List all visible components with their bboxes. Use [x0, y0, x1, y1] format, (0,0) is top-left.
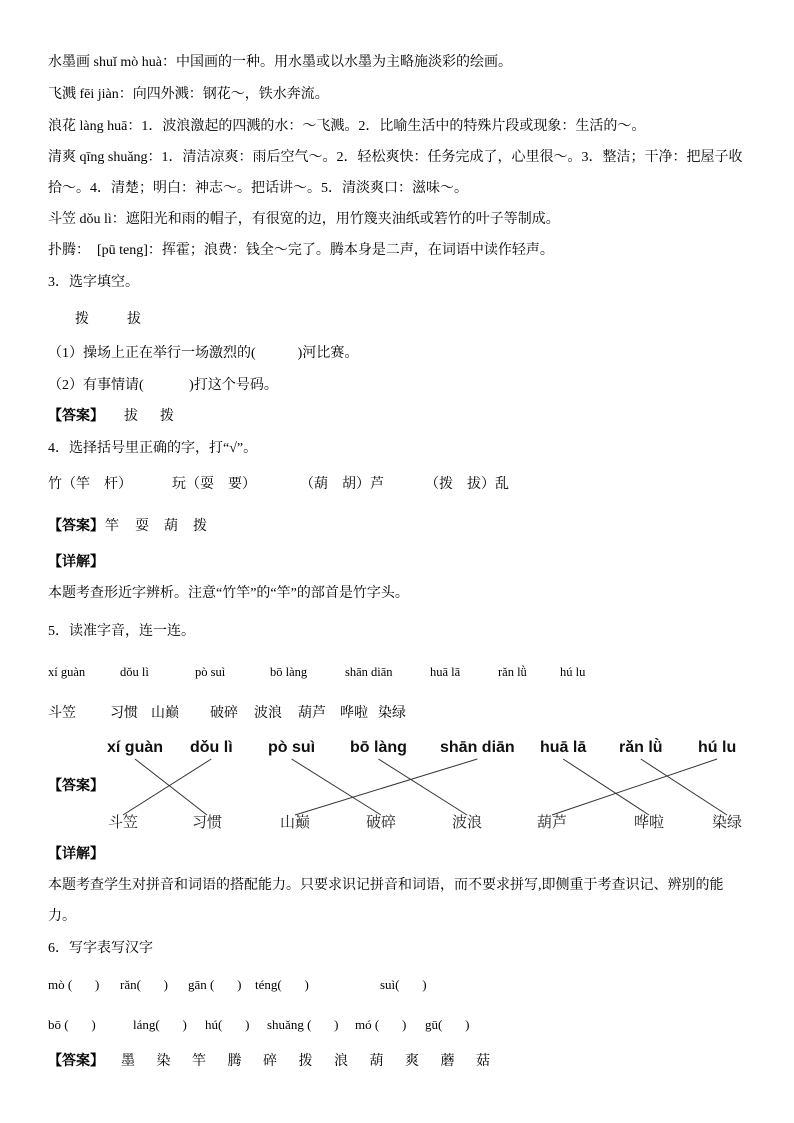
answer-char: 蘑: [440, 1054, 455, 1069]
choice-item: （拨 拔）乱: [425, 477, 509, 492]
pinyin-blank: bō ( ): [48, 1017, 96, 1032]
answer-char: 碎: [263, 1054, 277, 1069]
definition-qingshuang: 清爽 qīng shuǎng：1．清洁凉爽：雨后空气～。2．轻松爽快：任务完成了，心里很～。3．整洁；干净：把屋子收: [48, 150, 743, 165]
answer-label: 【答案】: [48, 1054, 104, 1069]
diagram-pinyin: rǎn lǜ: [619, 739, 663, 756]
diagram-word: 葫芦: [537, 815, 568, 831]
definition-feijian: 飞溅 fēi jiàn：向四外溅：钢花～，铁水奔流。: [48, 87, 329, 102]
answer-row: [0, 517, 794, 537]
choice-item: 玩（耍 要）: [172, 477, 256, 492]
pinyin-blank-row: [0, 1015, 794, 1035]
match-line: [135, 759, 207, 815]
word-row: [0, 704, 794, 724]
word-item: 斗笠: [48, 706, 76, 721]
answer-char: 拨: [298, 1054, 313, 1069]
pinyin-item: huā lā: [430, 665, 461, 679]
answer-char: 拨: [193, 519, 207, 534]
diagram-word: 习惯: [192, 815, 223, 831]
pinyin-blank: suì( ): [380, 977, 427, 992]
diagram-word: 斗笠: [108, 815, 139, 831]
answer-chars: [121, 1052, 490, 1072]
pinyin-blank: gū( ): [425, 1017, 470, 1032]
match-line: [563, 759, 649, 815]
fill-blank-item: （1）操场上正在举行一场激烈的( )河比赛。: [48, 346, 359, 361]
match-line: [552, 759, 717, 815]
diagram-word: 染绿: [712, 815, 743, 831]
explanation-label: 【详解】: [48, 847, 104, 862]
fill-blank-item: （2）有事情请( )打这个号码。: [48, 378, 278, 393]
answer-char: 耍: [135, 519, 149, 534]
question-title: 4．选择括号里正确的字，打“√”。: [48, 441, 258, 456]
explanation-text-continued: 力。: [48, 909, 76, 924]
diagram-pinyin: dǒu lì: [190, 739, 233, 756]
diagram-word: 哗啦: [634, 815, 665, 831]
pinyin-item: hú lu: [560, 665, 586, 679]
explanation-label: 【详解】: [48, 555, 104, 570]
definition-shuimohua: 水墨画 shuǐ mò huà：中国画的一种。用水墨或以水墨为主略施淡彩的绘画。: [48, 55, 512, 70]
pinyin-item: shān diān: [345, 665, 393, 679]
diagram-pinyin: pò suì: [268, 739, 316, 756]
pinyin-blank: mó ( ): [355, 1017, 407, 1032]
answer-char: 腾: [227, 1054, 242, 1069]
answer-char: 葫: [369, 1054, 384, 1069]
match-line: [641, 759, 727, 815]
answer-char: 染: [156, 1054, 171, 1069]
pinyin-item: bō làng: [270, 665, 308, 679]
answer-char: 拨: [160, 409, 174, 424]
word-item: 哗啦: [340, 706, 368, 721]
answer-char: 葫: [164, 519, 178, 534]
diagram-pinyin: xí guàn: [107, 739, 164, 756]
answer-row: [0, 407, 794, 427]
option-char: 拨: [75, 312, 89, 327]
pinyin-item: rǎn lǜ: [498, 665, 527, 679]
answer-label: 【答案】: [48, 409, 104, 424]
pinyin-blank: hú( ): [205, 1017, 250, 1032]
pinyin-item: dǒu lì: [120, 665, 149, 679]
pinyin-blank: mò ( ): [48, 977, 100, 992]
definition-puteng: 扑腾： [pū teng]：挥霍；浪费：钱全～完了。腾本身是二声，在词语中读作轻声。: [48, 243, 554, 258]
pinyin-blank: shuǎng ( ): [267, 1017, 339, 1032]
answer-char: 墨: [121, 1054, 135, 1069]
word-item: 波浪: [254, 706, 282, 721]
answer-char: 竿: [192, 1054, 206, 1069]
answer-char: 爽: [405, 1054, 419, 1069]
option-row: [0, 310, 794, 330]
explanation-text: 本题考查学生对拼音和词语的搭配能力。只要求识记拼音和词语，而不要求拼写,即侧重于考查识记、辨别的能: [48, 878, 724, 893]
answer-char: 竿: [105, 519, 119, 534]
diagram-word: 山巅: [280, 815, 311, 831]
definition-qingshuang-continued: 拾～。4．清楚；明白：神志～。把话讲～。5．清淡爽口：滋味～。: [48, 181, 468, 196]
diagram-word: 波浪: [452, 815, 483, 831]
pinyin-item: pò suì: [195, 665, 226, 679]
diagram-pinyin: hú lu: [698, 739, 737, 756]
definition-langhua: 浪花 làng huā：1．波浪激起的四溅的水：～飞溅。2．比喻生活中的特殊片段或现象：生活的～。: [48, 119, 646, 134]
diagram-pinyin-row: [0, 738, 794, 758]
explanation-text: 本题考查形近字辨析。注意“竹竿”的“竿”的部首是竹字头。: [48, 586, 409, 601]
word-item: 山巅: [151, 706, 179, 721]
word-item: 习惯: [110, 706, 138, 721]
diagram-word: 破碎: [366, 815, 397, 831]
answer-char: 浪: [334, 1054, 348, 1069]
diagram-word-row: [0, 813, 794, 833]
word-item: 染绿: [378, 706, 406, 721]
match-line: [123, 759, 211, 815]
pinyin-blank: téng( ): [255, 977, 309, 992]
question-title: 3．选字填空。: [48, 275, 139, 290]
match-line: [292, 759, 381, 815]
pinyin-blank: gān ( ): [188, 977, 242, 992]
diagram-pinyin: shān diān: [440, 739, 515, 756]
answer-char: 菇: [476, 1054, 490, 1069]
pinyin-row: [0, 662, 794, 682]
diagram-pinyin: huā lā: [540, 739, 587, 756]
match-line: [378, 759, 467, 815]
pinyin-blank: rǎn( ): [120, 977, 169, 992]
choice-item: 竹（竿 杆）: [48, 477, 132, 492]
word-item: 破碎: [210, 706, 238, 721]
choice-item: （葫 胡）芦: [300, 477, 384, 492]
answer-label: 【答案】: [48, 779, 104, 794]
question-title: 6．写字表写汉字: [48, 941, 153, 956]
pinyin-blank: láng( ): [133, 1017, 187, 1032]
definition-douli: 斗笠 dǒu lì：遮阳光和雨的帽子，有很宽的边，用竹篾夹油纸或箬竹的叶子等制成。: [48, 212, 560, 227]
pinyin-item: xí guàn: [48, 665, 86, 679]
answer-row: [0, 1052, 794, 1072]
pinyin-blank-row: [0, 975, 794, 995]
question-title: 5．读准字音，连一连。: [48, 624, 195, 639]
answer-label: 【答案】: [48, 519, 104, 534]
match-line: [295, 759, 477, 815]
choice-row: [0, 475, 794, 495]
answer-char: 拔: [124, 409, 138, 424]
word-item: 葫芦: [298, 706, 326, 721]
option-char: 拔: [127, 312, 141, 327]
diagram-pinyin: bō làng: [350, 739, 407, 756]
